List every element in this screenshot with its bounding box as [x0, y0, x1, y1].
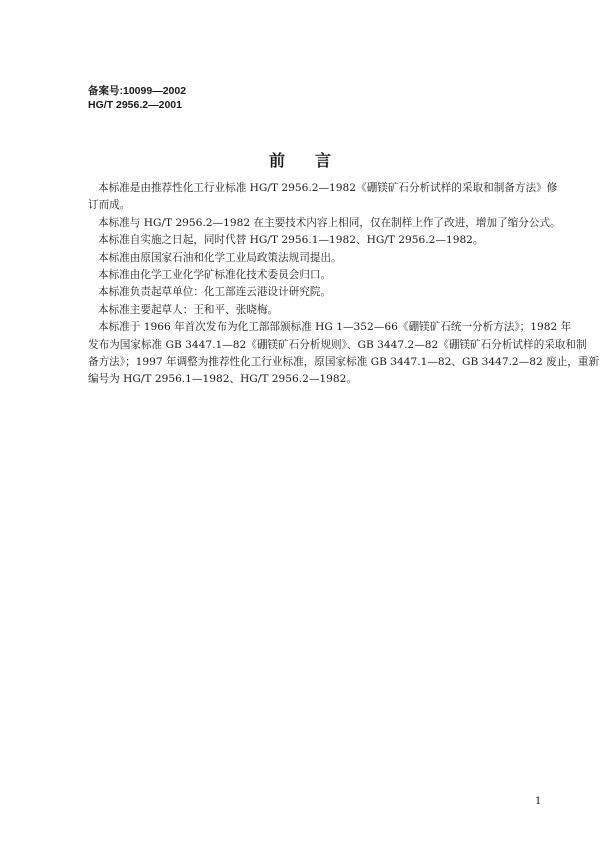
paragraph-line: 本标准自实施之日起，同时代替 HG/T 2956.1—1982、HG/T 2956.2—1982。 [98, 234, 484, 247]
paragraph-line: 本标准是由推荐性化工行业标准 HG/T 2956.2—1982《硼镁矿石分析试样的采取和制备方法》修 [98, 182, 558, 194]
paragraph [88, 180, 558, 215]
paragraph-line: 本标准由原国家石油和化学工业局政策法规司提出。 [98, 251, 342, 264]
paragraph [88, 267, 545, 284]
paragraph-line: 本标准负责起草单位：化工部连云港设计研究院。 [98, 286, 332, 299]
paragraph-line: 发布为国家标准 GB 3447.1—82《硼镁矿石分析规则》、GB 3447.2—82《硼镁矿石分析试样的采取和制 [88, 338, 587, 351]
paragraph-line: 本标准于 1966 年首次发布为化工部部颁标准 HG 1—352—66《硼镁矿石统一分析方法》；1982 年 [98, 321, 572, 334]
record-number: 备案号:10099—2002 [88, 85, 187, 97]
paragraph-line: 本标准主要起草人：王和平、张晓梅。 [98, 303, 279, 316]
standard-number: HG/T 2956.2—2001 [88, 99, 182, 111]
paragraph [88, 232, 545, 249]
paragraph [88, 284, 545, 301]
paragraph-line: 备方法》；1997 年调整为推荐性化工行业标准，原国家标准 GB 3447.1—82、GB 3447.2—82 废止，重新 [88, 355, 600, 368]
paragraph-line: 订而成。 [88, 199, 131, 212]
paragraph-line: 本标准与 HG/T 2956.2—1982 在主要技术内容上相同，仅在制样上作了改进，增加了缩分公式。 [98, 216, 561, 229]
paragraph [88, 319, 600, 389]
foreword-body [88, 180, 600, 389]
paragraph [88, 250, 545, 267]
page-number: 1 [535, 796, 542, 807]
paragraph [88, 215, 561, 232]
paragraph-line: 编号为 HG/T 2956.1—1982、HG/T 2956.2—1982。 [88, 373, 357, 386]
paragraph-line: 本标准由化学工业化学矿标准化技术委员会归口。 [98, 268, 332, 281]
paragraph [88, 302, 545, 319]
page-title: 前言 [268, 151, 361, 170]
